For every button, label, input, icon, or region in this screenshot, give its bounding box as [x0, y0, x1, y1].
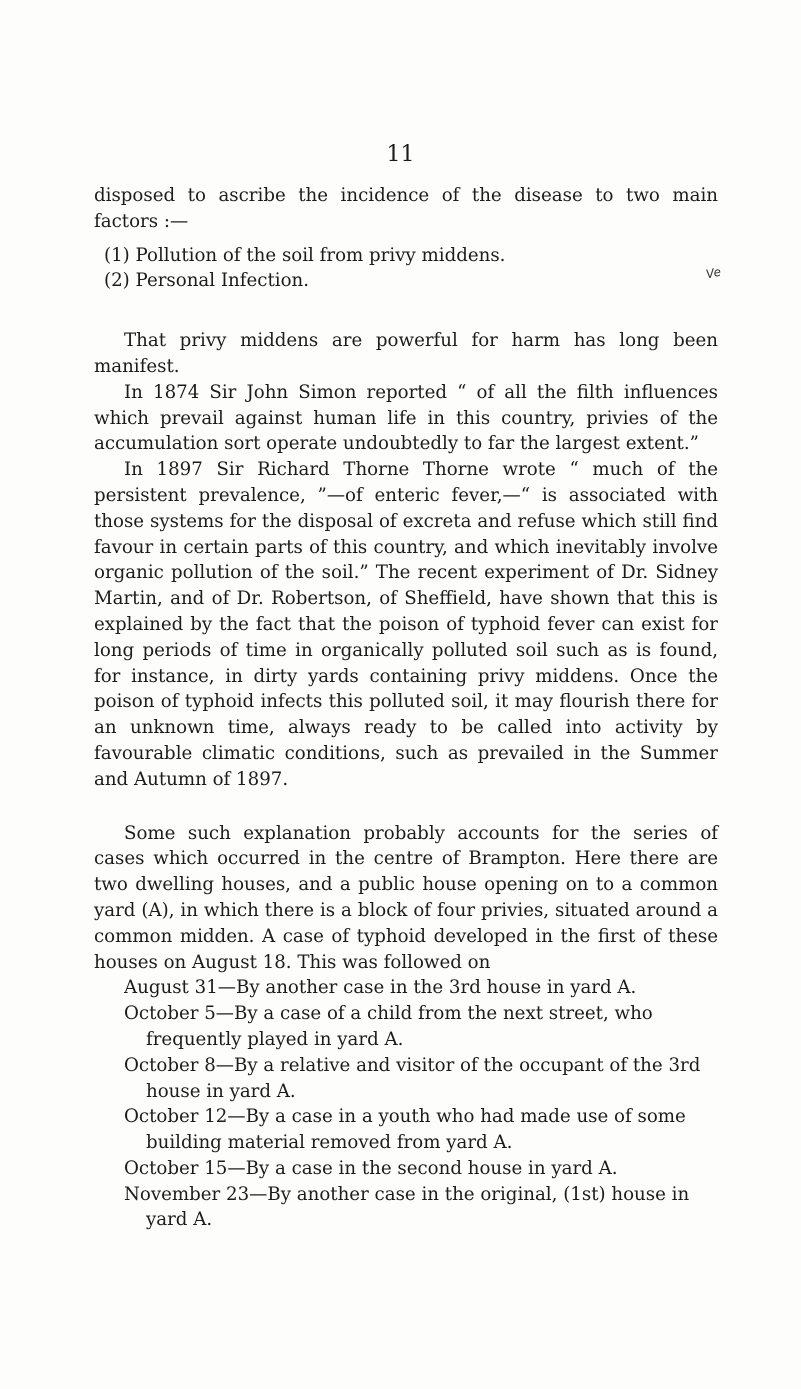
timeline-item: October 8—By a relative and visitor of the occupant of the 3rd house in yard A. — [124, 1054, 701, 1102]
timeline-item: November 23—By another case in the original, (1st) house in yard A. — [124, 1183, 690, 1231]
factors-list — [94, 243, 718, 295]
intro-paragraph: disposed to ascribe the incidence of the disease to two main factors :— — [94, 185, 718, 232]
paragraph-brampton: Some such explanation probably accounts for the series of cases which occurred in the centre of Brampton. Here there are two dwelling houses, and a public house opening on to a common yard (A), in which there is a block of four privies, situated around a common midden. A case of typhoid developed in the first of these houses on August 18. This was followed on — [94, 822, 718, 973]
paragraph-thorne: In 1897 Sir Richard Thorne Thorne wrote “ much of the persistent prevalence, ”—of enteric fever,—“ is associated with those systems for the disposal of excreta and refuse which still find favour in certain parts of this country, and which inevitably involve organic pollution of the soil.” The recent experiment of Dr. Sidney Martin, and of Dr. Robertson, of Sheffield, have shown that this is explained by the fact that the poison of typhoid fever can exist for long periods of time in organically polluted soil such as is found, for instance, in dirty yards containing privy middens. Once the poison of typhoid infects this polluted soil, it may flourish there for an unknown time, always ready to be called into activity by favourable climatic conditions, such as prevailed in the Summer and Autumn of 1897. — [94, 459, 718, 790]
handwritten-margin-note: Ve — [704, 264, 723, 282]
timeline-item: October 5—By a case of a child from the next street, who frequently played in yard A. — [124, 1003, 653, 1050]
page-number: 11 — [386, 142, 415, 167]
timeline-item: October 15—By a case in the second house in yard A. — [124, 1157, 618, 1179]
paragraph-simon: In 1874 Sir John Simon reported “ of all the filth influences which prevail against human life in this country, privies of the accumulation sort operate undoubtedly to far the largest extent.” — [94, 381, 718, 455]
spacer — [94, 294, 718, 328]
spacer — [94, 793, 718, 821]
timeline-item: October 12—By a case in a youth who had made use of some building material removed from yard A. — [124, 1106, 686, 1154]
case-timeline — [94, 975, 718, 1233]
factor-item: (1) Pollution of the soil from privy middens. — [104, 244, 506, 266]
factor-item: (2) Personal Infection. — [104, 270, 310, 292]
paragraph-middens: That privy middens are powerful for harm has long been manifest. — [94, 330, 718, 377]
timeline-item: August 31—By another case in the 3rd house in yard A. — [124, 977, 637, 999]
body-text — [94, 183, 718, 1233]
